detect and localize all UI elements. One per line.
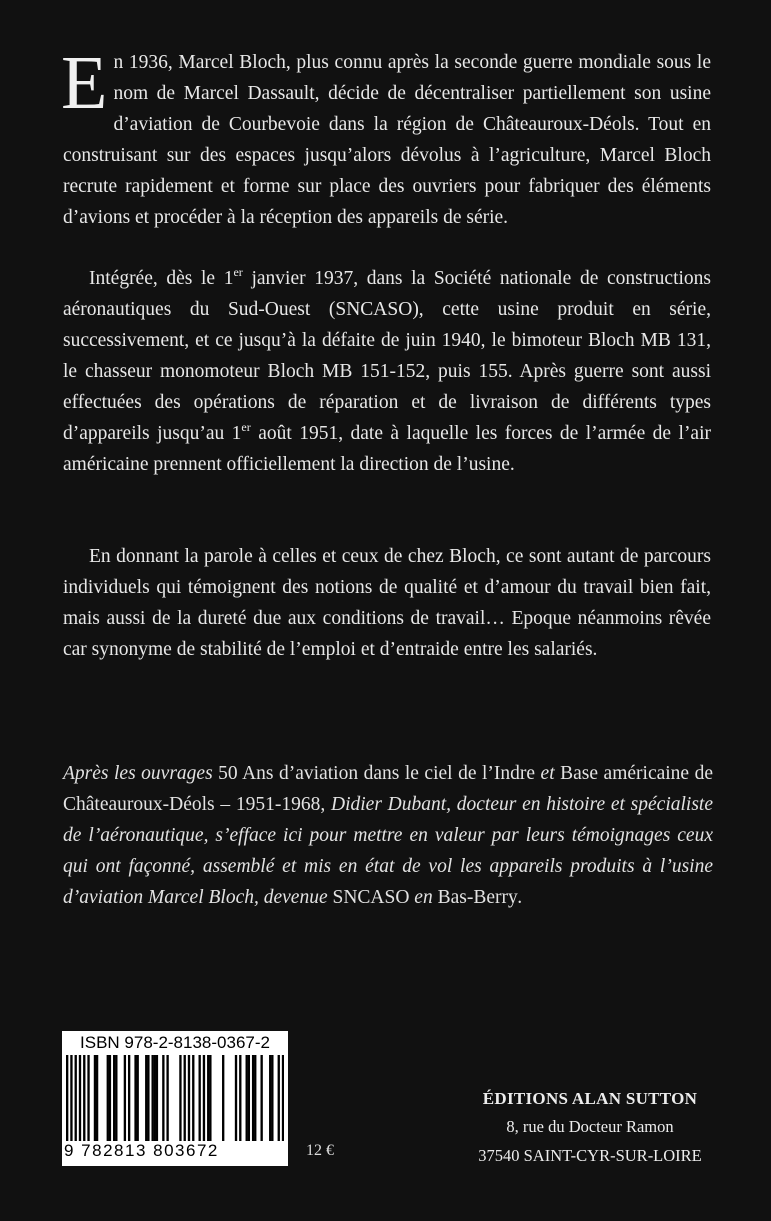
barcode-bar — [166, 1055, 168, 1141]
blurb-book-title: Base américaine de Châteauroux-Déols – 1951-1968, — [63, 763, 713, 815]
blurb-italic: Didier Dubant, docteur en histoire et spécialiste de l’aéronautique, s’efface ici pour mettre en valeur par leurs témoignages ceux qui ont façonné, assemblé et mis en état de vol les appareils produits à l’usine d’aviation Marcel Bloch, devenue — [63, 794, 713, 908]
publisher-address: 8, rue du Docteur Ramon — [506, 1117, 674, 1136]
barcode-bar — [199, 1055, 201, 1141]
ordinal-superscript: er — [241, 420, 251, 434]
barcode-bar — [70, 1055, 72, 1141]
barcode-bar — [252, 1055, 254, 1141]
barcode-bar — [246, 1055, 248, 1141]
paragraph-testimonies — [63, 541, 711, 665]
isbn-barcode — [62, 1031, 288, 1166]
barcode-bar — [192, 1055, 194, 1141]
isbn-label: ISBN 978-2-8138-0367-2 — [80, 1033, 270, 1052]
barcode-bar — [254, 1055, 256, 1141]
barcode-bar — [235, 1055, 237, 1141]
publisher-city: 37540 SAINT-CYR-SUR-LOIRE — [478, 1146, 702, 1165]
barcode-bar — [282, 1055, 284, 1141]
blurb-italic: et — [535, 763, 561, 784]
barcode-bar — [87, 1055, 89, 1141]
ordinal-superscript: er — [233, 265, 243, 279]
barcode-bar — [156, 1055, 158, 1141]
paragraph-intro-text: n 1936, Marcel Bloch, plus connu après la seconde guerre mondiale sous le nom de Marcel Dassault, décide de décentraliser partiellement son usine d’aviation de Courbevoie dans la région de Châteauroux-Déols. Tout en construisant sur des espaces jusqu’alors dévolus à l’agriculture, Marcel Bloch recrute rapidement et forme sur place des ouvriers pour fabriquer des éléments d’avions et procéder à la réception des appareils de série. — [63, 52, 711, 228]
publisher-name: ÉDITIONS ALAN SUTTON — [482, 1089, 698, 1108]
barcode-bar — [209, 1055, 211, 1141]
barcode-bar — [147, 1055, 149, 1141]
barcode-bar — [113, 1055, 115, 1141]
barcode-bar — [271, 1055, 273, 1141]
paragraph-intro — [61, 41, 711, 233]
barcode-bar — [222, 1055, 224, 1141]
barcode-bar — [260, 1055, 262, 1141]
barcode-bar — [66, 1055, 68, 1141]
barcode-bar — [137, 1055, 139, 1141]
barcode-bar — [239, 1055, 241, 1141]
barcode-bar — [83, 1055, 85, 1141]
barcode-bar — [151, 1055, 153, 1141]
paragraph-testimonies-text: En donnant la parole à celles et ceux de chez Bloch, ce sont autant de parcours individuels qui témoignent des notions de qualité et d’amour du travail bien fait, mais aussi de la dureté due aux conditions de travail… Epoque néanmoins rêvée car synonyme de stabilité de l’emploi et d’entraide entre les salariés. — [63, 546, 711, 660]
barcode-bar — [248, 1055, 250, 1141]
blurb-company: SNCASO — [332, 887, 410, 908]
barcode-bar — [207, 1055, 209, 1141]
blurb-italic: . — [517, 887, 523, 908]
publisher-info — [460, 1086, 720, 1170]
blurb-italic: Après les ouvrages — [63, 763, 219, 784]
ean-digits: 9 782813 803672 — [64, 1141, 219, 1160]
blurb-region: Bas-Berry — [437, 887, 518, 908]
barcode-bar — [145, 1055, 147, 1141]
blurb-book-title: 50 Ans d’aviation dans le ciel de l’Indre — [218, 763, 536, 784]
barcode-bar — [269, 1055, 271, 1141]
paragraph-history-text-b: janvier 1937, dans la Société nationale de constructions aéronautiques du Sud-Ouest (SNCASO), cette usine produit en série, successivement, et ce jusqu’à la défaite de juin 1940, le bimoteur Bloch MB 131, le chasseur monomoteur Bloch MB 151-152, puis 155. Après guerre sont aussi effectuées des opérations de réparation et de livraison de différents types d’appareils jusqu’au 1 — [63, 268, 711, 444]
barcode-bar — [179, 1055, 181, 1141]
barcode-bar — [79, 1055, 81, 1141]
barcode-bars — [66, 1055, 284, 1143]
author-blurb — [63, 758, 713, 913]
barcode-bar — [134, 1055, 136, 1141]
barcode-bar — [162, 1055, 164, 1141]
barcode-bar — [124, 1055, 126, 1141]
barcode-bar — [184, 1055, 186, 1141]
barcode-bar — [278, 1055, 280, 1141]
barcode-bar — [154, 1055, 156, 1141]
barcode-bar — [188, 1055, 190, 1141]
barcode-bar — [115, 1055, 117, 1141]
blurb-italic: en — [409, 887, 438, 908]
drop-cap: E — [61, 41, 108, 125]
barcode-bar — [107, 1055, 109, 1141]
barcode-bar — [203, 1055, 205, 1141]
paragraph-history-text-a: Intégrée, dès le 1 — [89, 268, 234, 289]
barcode-bar — [94, 1055, 96, 1141]
barcode-bar — [109, 1055, 111, 1141]
barcode-bar — [96, 1055, 98, 1141]
paragraph-history — [63, 263, 711, 480]
price: 12 € — [306, 1142, 334, 1159]
barcode-bar — [128, 1055, 130, 1141]
paragraph-history-text-c: août 1951, date à laquelle les forces de l’armée de l’air américaine prennent officiellement la direction de l’usine. — [63, 423, 711, 475]
barcode-bar — [75, 1055, 77, 1141]
